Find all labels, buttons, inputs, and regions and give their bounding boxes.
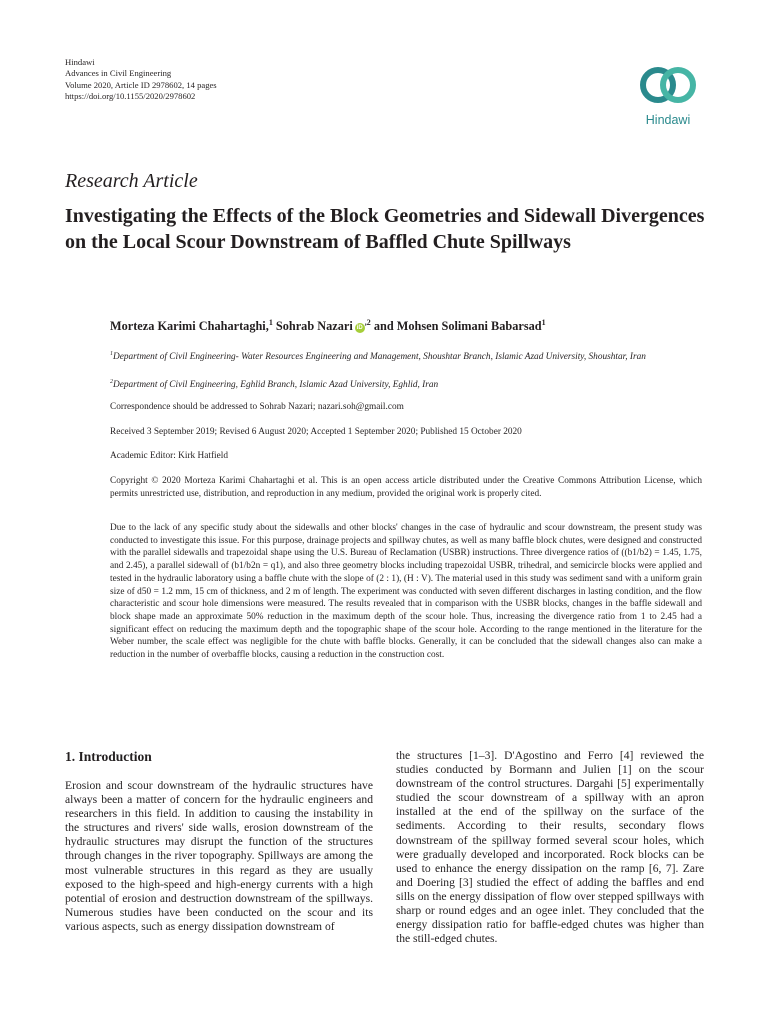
affiliation — [110, 348, 710, 364]
affiliation — [110, 376, 710, 392]
logo-wordmark: Hindawi — [645, 113, 691, 127]
article-type: Research Article — [65, 170, 198, 192]
journal-name: Advances in Civil Engineering — [65, 68, 172, 79]
copyright-notice: Copyright © 2020 Morteza Karimi Chahartaghi et al. This is an open access article distributed under the Creative Commons Attribution License, which permits unrestricted use, distribution, and reproduction in any medium, provided the original work is properly cited. — [110, 476, 702, 499]
affiliation-text: Department of Civil Engineering- Water Resources Engineering and Management, Shoushtar Branch, Islamic Azad University, Shoushtar, Iran — [113, 352, 646, 363]
body-text-right-column: the structures [1–3]. D'Agostino and Ferro [4] reviewed the studies conducted by Bormann and Julien [1] on the scour downstream of the control structures. Dargahi [5] experimentally studied the scour downstream of a spillway with an apron installed at the end of the spillway on the surface of the sediments. According to their results, secondary flows downstream of the spillway formed several scour holes, which were gradually developed and incorporated. Rock blocks can be used to enhance the energy dissipation on the ramp [6, 7]. Zare and Doering [3] studied the effect of adding the baffles and end sills on the energy dissipation of flow over stepped spillways with sharp or round edges and an ogee inlet. They concluded that the energy dissipation ratio for baffle-edged chutes was higher than the still-edged chutes. — [396, 749, 704, 946]
doi-link[interactable]: https://doi.org/10.1155/2020/2978602 — [65, 91, 196, 102]
author-name: and Mohsen Solimani Babarsad — [373, 319, 542, 334]
article-title: Investigating the Effects of the Block Geometries and Sidewall Divergences on the Local Scour Downstream of Baffled Chute Spillways — [65, 205, 705, 253]
volume-info: Volume 2020, Article ID 2978602, 14 pages — [65, 79, 217, 90]
affiliation-number: 1 — [110, 351, 113, 357]
hindawi-logo — [636, 60, 700, 127]
publisher-name: Hindawi — [65, 57, 95, 67]
affiliation-number: 2 — [110, 379, 113, 385]
abstract: Due to the lack of any specific study about the sidewalls and other blocks' changes in the case of hydraulic and scour downstream, the present study was conducted to investigate this issue. For this purpose, drainage projects and spillway chutes, as well as many baffle block chutes, were designed and constructed with the parallel sidewalls and trapezoidal shape using the U.S. Bureau of Reclamation (USBR) instructions. Three divergence ratios of ((b1/b2) = 1.45, 1.75, and 2.45), a parallel sidewall of (b1/b2n = q1), and also three geometry blocks including trapezoidal USBR, trihedral, and semicircle blocks were applied and tested in the hydraulic laboratory using a baffle chute with the slope of (2 : 1), (H : V). The material used in this study was sediment sand with a uniform grain size of d50 = 1.2 mm, 15 cm of thickness, and 2 m of length. The experiment was conducted with seven different discharges in lasting condition, and the flow characteristic and scour hole dimensions were measured. The results revealed that in comparison with the USBR blocks, changes in the baffle sidewall and block shape made an approximate 50% reduction in the maximum depth of the scour hole. Thus, increasing the divergence ratio from 1 to 2.45 had a significant effect on reducing the maximum depth and the topographic shape of the scour hole. According to the range mentioned in the literature for the Weber number, the scale effect was negligible for the chute with baffle blocks. Generally, it can be concluded that the sidewall changes also can make a reduction in the number of overbaffle blocks, causing a reduction in the construction cost. — [110, 523, 702, 661]
correspondence: Correspondence should be addressed to Sohrab Nazari; nazari.soh@gmail.com — [110, 402, 404, 412]
academic-editor: Academic Editor: Kirk Hatfield — [110, 451, 228, 461]
orcid-icon[interactable]: iD — [356, 325, 363, 332]
journal-header — [65, 57, 217, 103]
author-name: Morteza Karimi Chahartaghi, — [110, 319, 269, 334]
body-text-left-column: Erosion and scour downstream of the hydraulic structures have always been a matter of concern for the hydraulic engineers and researchers in this field. In addition to causing the instability in the structures and rivers' side walls, erosion downstream of the hydraulic structures may disrupt the function of the structures through changes in the river topography. Spillways are among the most vulnerable structures in this regard as they are usually exposed to the high-speed and high-energy currents with a high potential of erosion and destruction downstream of the spillways. Numerous studies have been conducted on the scour and its various aspects, such as energy dissipation downstream of — [65, 779, 373, 933]
affiliation-text: Department of Civil Engineering, Eghlid Branch, Islamic Azad University, Eghlid, Iran — [113, 380, 439, 391]
author-list — [110, 318, 730, 334]
section-heading: 1. Introduction — [65, 749, 152, 764]
publication-dates: Received 3 September 2019; Revised 6 August 2020; Accepted 1 September 2020; Published 15 October 2020 — [110, 427, 522, 437]
author-affiliation-mark: ,2 — [364, 318, 371, 327]
hindawi-logo-icon — [636, 60, 700, 112]
author-affiliation-mark: 1 — [541, 318, 546, 327]
author-affiliation-mark: 1 — [268, 318, 273, 327]
author-name: Sohrab Nazari — [275, 319, 353, 334]
